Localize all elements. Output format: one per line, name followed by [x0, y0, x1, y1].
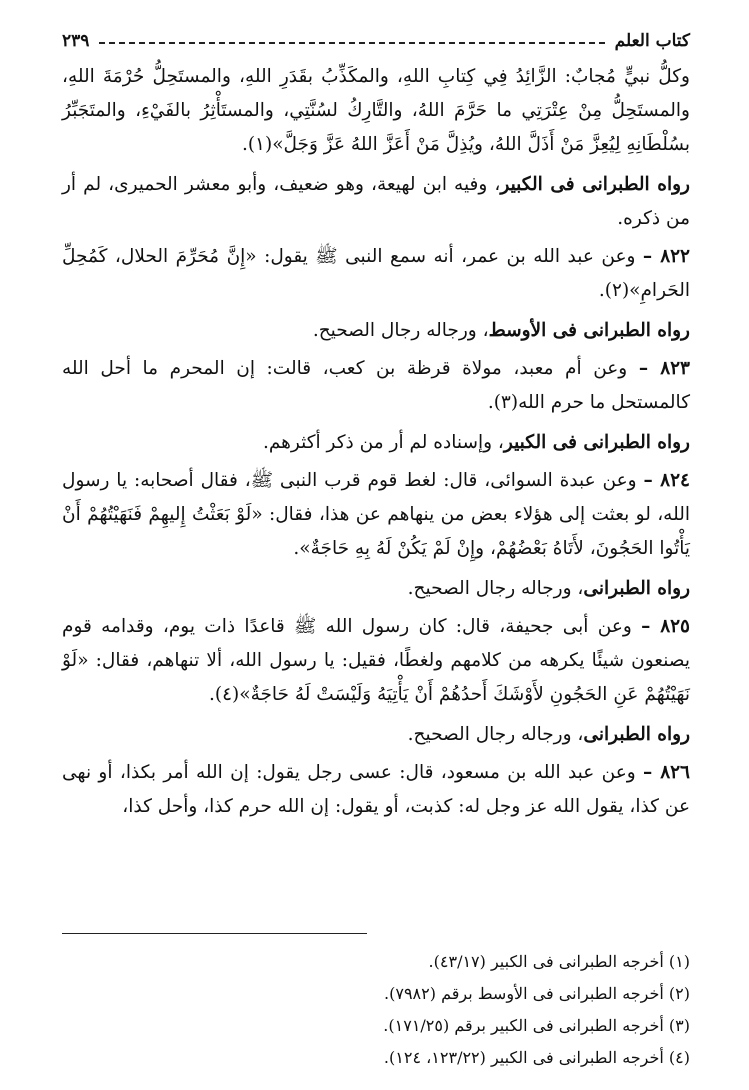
page-number: ٢٣٩ — [62, 31, 90, 51]
hadith-825: ٨٢٥ – وعن أبى جحيفة، قال: كان رسول الله ﷺ قاعدًا ذات يوم، وقدامه قوم يصنعون شيئًا يكرهه من كلامهم ولغطًا، فقيل: يا رسول الله، ألا تنهاهم، فقال: «لَوْ نَهَيْتُهُمْ عَنِ الحَجُونِ لأَوْشَكَ أَحدُهُمْ أَنْ يَأْتِيَهُ وَلَيْسَتْ لَهُ حَاجَةٌ»(٤). — [62, 616, 690, 705]
footnote-2: (٢) أخرجه الطبرانى فى الأوسط برقم (٧٩٨٢). — [384, 984, 690, 1003]
source-note: رواه الطبرانى، ورجاله رجال الصحيح. — [407, 578, 690, 599]
header-rule — [99, 42, 604, 44]
book-page — [62, 28, 690, 1068]
source-note: رواه الطبرانى فى الكبير، وفيه ابن لهيعة، وهو ضعيف، وأبو معشر الحميرى، لم أر من ذكره. — [62, 174, 690, 229]
footnotes — [62, 946, 690, 1074]
main-text — [62, 60, 690, 824]
hadith-824: ٨٢٤ – وعن عبدة السوائى، قال: لغط قوم قرب النبى ﷺ، فقال أصحابه: يا رسول الله، لو بعثت إلى هؤلاء بعض من ينهاهم عن هذا، فقال: «لَوْ بَعَثْتُ إِليهِمْ فَنَهَيْتُهُمْ أَنْ يَأْتُوا الحَجُونَ، لأَتَاهُ بَعْضُهُمْ، وإِنْ لَمْ يَكُنْ لَهُ بِهِ حَاجَةٌ». — [62, 470, 690, 559]
hadith-823: ٨٢٣ – وعن أم معبد، مولاة قرظة بن كعب، قالت: إن المحرم ما أحل الله كالمستحل ما حرم الله(٣). — [62, 358, 690, 413]
running-header — [62, 28, 690, 54]
footnote-4: (٤) أخرجه الطبرانى فى الكبير (١٢٣/٢٢، ١٢٤). — [383, 1048, 690, 1067]
footnote-3: (٣) أخرجه الطبرانى فى الكبير برقم (١٧١/٢٥). — [383, 1016, 690, 1035]
hadith-continuation: وكلُّ نبيٍّ مُجابٌ: الزَّائِدُ فِي كِتابِ اللهِ، والمكَذِّبُ بقَدَرِ اللهِ، والمستَحِلُّ حُرْمَةَ اللهِ، والمستَحِلُّ مِنْ عِتْرَتِي ما حَرَّمَ اللهُ، والتَّارِكُ لسُنَّتِي، والمستَأْثِرُ بالفَيْءِ، والمتَجَبِّرُ بسُلْطَانِهِ لِيُعِزَّ مَنْ أَذَلَّ اللهُ، ويُذِلَّ مَنْ أَعَزَّ اللهُ عَزَّ وَجَلَّ»(١). — [62, 66, 690, 155]
chapter-title: كتاب العلم — [614, 31, 690, 51]
hadith-826: ٨٢٦ – وعن عبد الله بن مسعود، قال: عسى رجل يقول: إن الله أمر بكذا، أو نهى عن كذا، يقول الله عز وجل له: كذبت، أو يقول: إن الله حرم كذا، وأحل كذا، — [62, 762, 690, 817]
footnote-1: (١) أخرجه الطبرانى فى الكبير (٤٣/١٧). — [428, 952, 690, 971]
source-note: رواه الطبرانى، ورجاله رجال الصحيح. — [407, 724, 690, 745]
footnote-separator — [62, 933, 367, 934]
hadith-822: ٨٢٢ – وعن عبد الله بن عمر، أنه سمع النبى ﷺ يقول: «إِنَّ مُحَرِّمَ الحلال، كَمُحِلِّ الحَرامِ»(٢). — [62, 246, 690, 301]
source-note: رواه الطبرانى فى الأوسط، ورجاله رجال الصحيح. — [312, 320, 690, 341]
source-note: رواه الطبرانى فى الكبير، وإسناده لم أر من ذكر أكثرهم. — [262, 432, 690, 453]
